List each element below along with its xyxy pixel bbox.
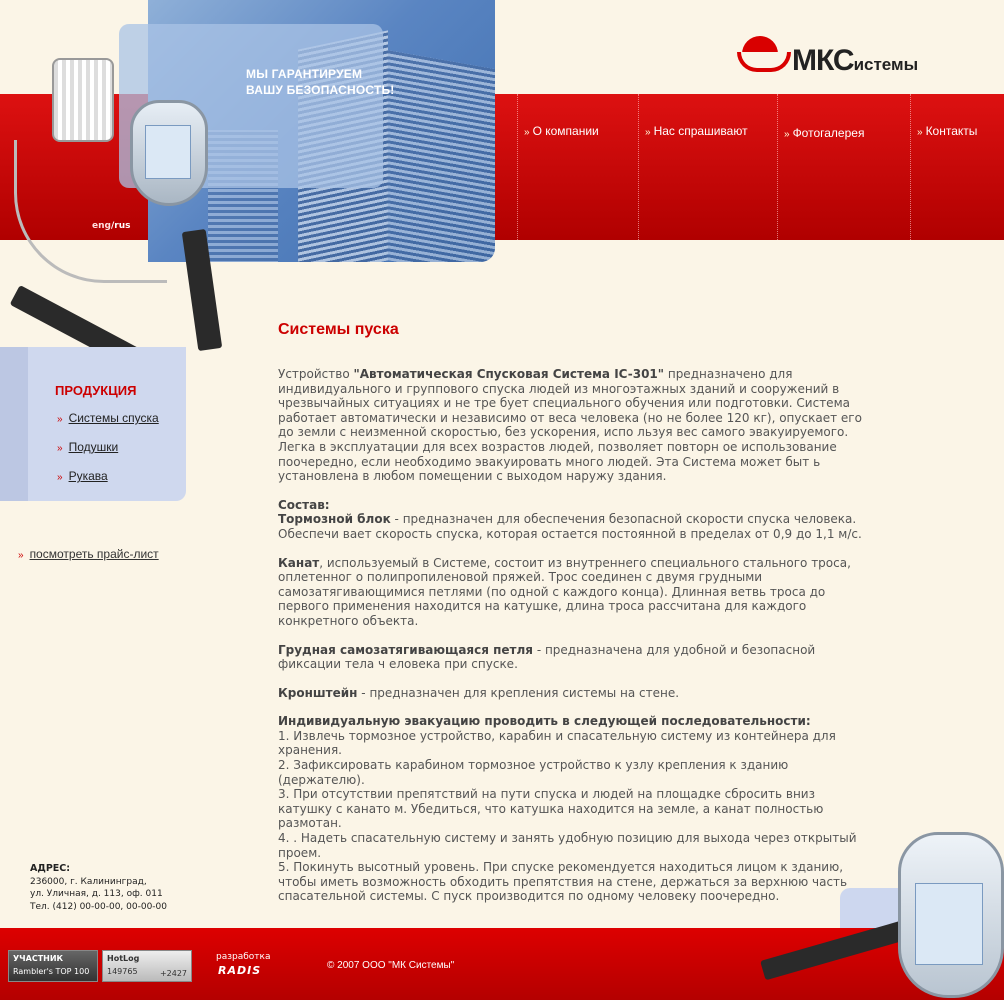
loop-text: - предназначена для удобной и безопасной фиксации тела ч еловека при спуске.	[278, 642, 816, 672]
arrow-icon: »	[917, 127, 923, 138]
page-title: Системы пуска	[278, 321, 399, 338]
steps-title-text: Индивидуальную эвакуацию проводить в следующей последовательности:	[278, 714, 811, 729]
products-title: ПРОДУКЦИЯ	[55, 383, 137, 398]
counter-value: 149765	[107, 967, 138, 976]
lang-rus-link[interactable]: rus	[114, 221, 131, 231]
step-item: 1. Извлечь тормозное устройство, карабин и спасательную систему из контейнера для хранения.	[278, 728, 836, 758]
intro-paragraph	[278, 367, 870, 484]
lang-separator: /	[110, 221, 115, 231]
products-panel-stripe	[0, 347, 28, 501]
address-phone: Тел. (412) 00-00-00, 00-00-00	[30, 901, 167, 912]
descent-device-image	[898, 832, 1004, 998]
step-item: 4. . Надеть спасательную систему и занять удобную позицию для выхода через открытый проем.	[278, 831, 857, 860]
bracket-text: - предназначен для крепления системы на стене.	[357, 685, 680, 700]
nav-label: Контакты	[925, 124, 978, 138]
nav-link-contacts[interactable]	[917, 124, 977, 138]
rambler-top100-counter[interactable]	[8, 950, 98, 982]
rope-paragraph	[278, 556, 870, 629]
developer-label: разработка	[216, 952, 271, 962]
counter-label: Rambler's TOP 100	[13, 967, 90, 976]
sidebar-item-sleeves[interactable]	[57, 469, 108, 483]
sidebar-item-descent-systems[interactable]	[57, 411, 159, 425]
device-label-image	[145, 125, 191, 179]
copyright: © 2007 ООО "МК Системы"	[327, 960, 455, 971]
steps-title	[278, 714, 870, 729]
price-list-label: посмотреть прайс-лист	[29, 547, 159, 561]
main-content	[278, 367, 870, 904]
nav-label: Фотогалерея	[792, 126, 865, 140]
brake-title: Тормозной блок	[278, 512, 391, 527]
logo-small-text: истемы	[853, 55, 919, 74]
composition-title-text: Состав:	[278, 497, 330, 512]
address-block	[30, 863, 167, 913]
arrow-icon: »	[57, 472, 63, 483]
arrow-icon: »	[18, 550, 24, 561]
logo-icon[interactable]	[742, 36, 778, 72]
logo[interactable]	[792, 44, 918, 78]
address-title: АДРЕС:	[30, 863, 71, 874]
step-item: 3. При отсутствии препятствий на пути спуска и людей на площадке сбросить вниз катушку с канато м. Убедиться, что катушка находится на земле, а канат полностью размотан.	[278, 787, 824, 831]
step-item: 2. Зафиксировать карабином тормозное устройство к узлу крепления к зданию (держателю).	[278, 758, 789, 787]
intro-text: Устройство	[278, 367, 354, 381]
nav-item-faq[interactable]	[638, 94, 777, 240]
device-label-image	[915, 883, 983, 965]
rope-text: , используемый в Системе, состоит из внутреннего специального стального троса, оплетенног о полипропиленовой пряжей. Трос соединен с двумя грудными самозатягивающимися петлями (по одной с каждого конца). Длинная ветвь троса до первого применения находится на катушке, длина троса рассчитана для каждого конкретного объекта.	[278, 555, 851, 628]
nav-label: О компании	[532, 124, 599, 138]
rope-title: Канат	[278, 555, 320, 570]
arrow-icon: »	[524, 127, 530, 138]
bracket-title: Кронштейн	[278, 685, 358, 700]
nav-item-gallery[interactable]	[777, 94, 910, 240]
counter-label: УЧАСТНИК	[13, 954, 64, 963]
nav-label: Нас спрашивают	[653, 124, 748, 138]
developer-logo[interactable]: RADIS	[218, 964, 262, 977]
sidebar-item-label: Системы спуска	[68, 411, 159, 425]
descent-device-image	[130, 100, 208, 206]
loop-paragraph	[278, 643, 870, 672]
nav-link-gallery[interactable]	[784, 126, 864, 140]
slogan	[246, 66, 446, 98]
bracket-paragraph	[278, 686, 870, 701]
arrow-icon: »	[784, 129, 790, 140]
brake-text: - предназначен для обеспечения безопасной скорости спуска человека. Обеспечи вает скорость спуска, которая остается постоянной в пределах от 0,9 до 1,1 м/с.	[278, 512, 862, 541]
sidebar-item-label: Подушки	[68, 440, 119, 454]
composition-title	[278, 498, 870, 513]
nav-item-contacts[interactable]	[910, 94, 1003, 240]
logo-big-text: МКС	[792, 44, 854, 77]
sidebar-item-cushions[interactable]	[57, 440, 118, 454]
language-switcher	[92, 221, 130, 231]
arrow-icon: »	[57, 443, 63, 454]
hotlog-counter[interactable]	[102, 950, 192, 982]
nav-link-about[interactable]	[524, 124, 599, 138]
nav-item-about[interactable]	[517, 94, 638, 240]
brake-paragraph	[278, 512, 870, 541]
slogan-line-2: ВАШУ БЕЗОПАСНОСТЬ!	[246, 83, 395, 97]
step-item: 5. Покинуть высотный уровень. При спуске рекомендуется находиться лицом к зданию, чтобы иметь возможность обходить препятствия на стене, держаться за верхнюю часть спасательной системы. С пуск производится по одному человеку поочередно.	[278, 860, 848, 904]
nav-link-faq[interactable]	[645, 124, 748, 138]
arrow-icon: »	[57, 414, 63, 425]
counter-label: HotLog	[107, 954, 140, 963]
intro-text: предназначено для индивидуального и группового спуска людей из многоэтажных зданий и сооружений в чрезвычайных ситуациях и не тре бует специального обучения или подготовки. Система работает автоматически и независимо от веса человека (но не более 120 кг), опускает его до земли с неизменной скоростью, без ускорения, испо льзуя вес самого эвакуируемого. Легка в эксплуатации для всех возрастов людей, позволяет повторн ое использование поочередно, если необходимо эвакуировать много людей. Эта Система может быт ь установлена в любом помещении с выходом наружу здания.	[278, 367, 862, 484]
intro-product-name: "Автоматическая Спусковая Система IC-301"	[353, 367, 665, 381]
lang-eng-link[interactable]: eng	[92, 221, 111, 231]
arrow-icon: »	[645, 127, 651, 138]
loop-title: Грудная самозатягивающаяся петля	[278, 642, 533, 657]
slogan-line-1: МЫ ГАРАНТИРУЕМ	[246, 67, 363, 81]
price-list-link[interactable]	[18, 547, 159, 561]
address-line: ул. Уличная, д. 113, оф. 011	[30, 889, 163, 899]
counter-delta: +2427	[159, 969, 187, 978]
address-line: 236000, г. Калининград,	[30, 876, 147, 887]
rope-spool-image	[52, 58, 114, 142]
sidebar-item-label: Рукава	[68, 469, 108, 483]
